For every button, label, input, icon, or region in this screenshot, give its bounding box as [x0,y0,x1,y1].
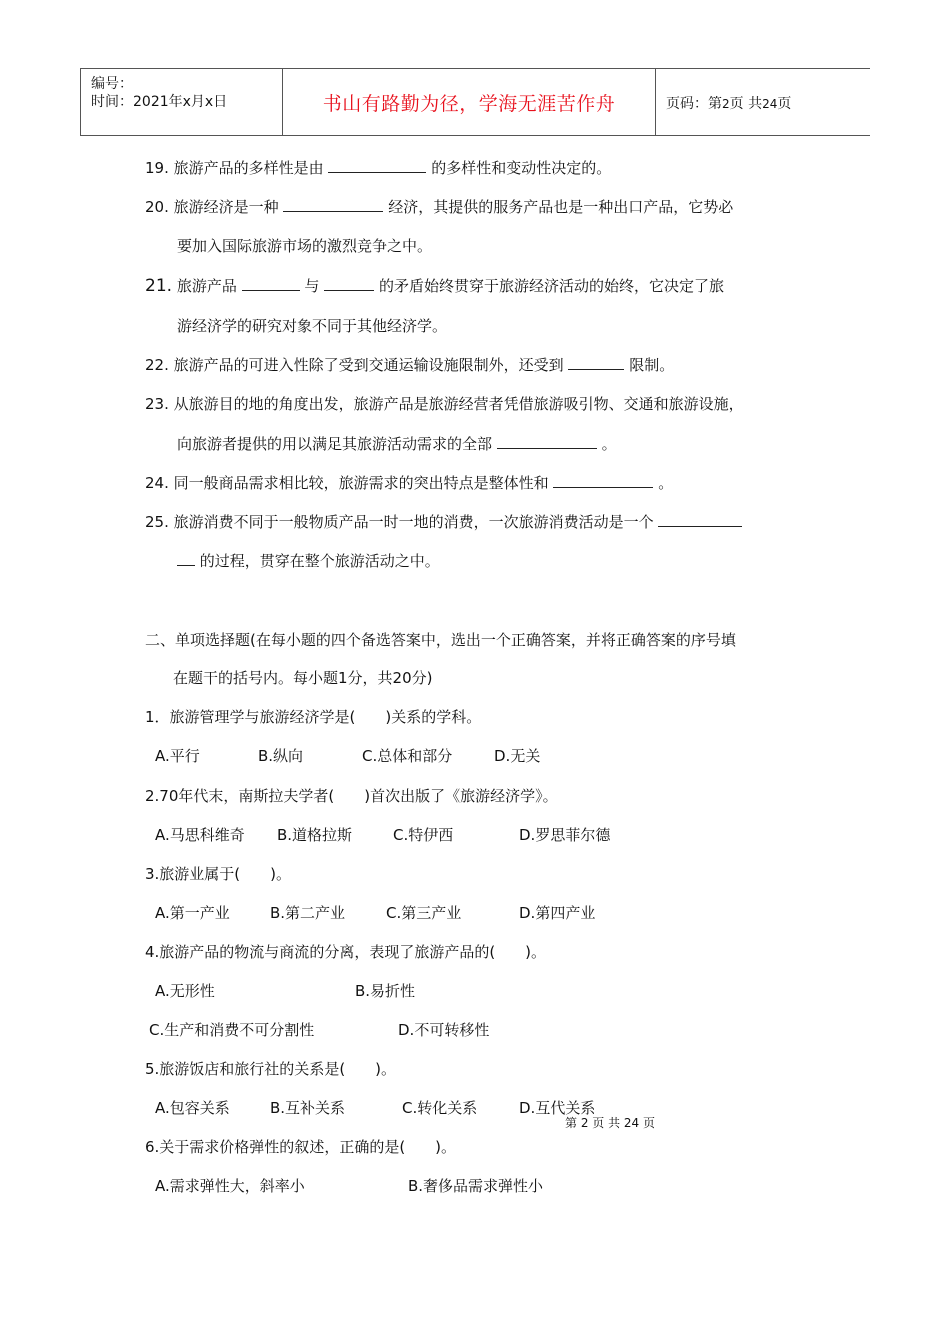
choice-question-4: 4.旅游产品的物流与商流的分离，表现了旅游产品的( )。 [145,943,547,961]
page-mid: 页 共 [729,96,763,112]
choice-option: D.无关 [494,747,541,765]
answer-blank [177,551,195,566]
fill-question-19: 19. 旅游产品的多样性是由 的多样性和变动性决定的。 [145,159,612,177]
fill-question-22: 22. 旅游产品的可进入性除了受到交通运输设施限制外，还受到 限制。 [145,356,675,374]
fill-question-23-cont: 向旅游者提供的用以满足其旅游活动需求的全部 。 [177,435,617,453]
choice-question-1: 1．旅游管理学与旅游经济学是( )关系的学科。 [145,708,482,726]
choice-option: D.不可转移性 [398,1021,490,1039]
choice-option: C.生产和消费不可分割性 [149,1021,315,1039]
time-label: 时间：2021年x月x日 [91,94,228,110]
choice-option: B.纵向 [258,747,304,765]
fill-question-21-cont: 游经济学的研究对象不同于其他经济学。 [177,317,448,335]
header-motto-cell [283,69,656,135]
choice-option: D.第四产业 [519,904,596,922]
choice-option: C.总体和部分 [362,747,453,765]
choice-question-6: 6.关于需求价格弹性的叙述，正确的是( )。 [145,1138,457,1156]
choice-option: B.道格拉斯 [277,826,353,844]
choice-option: A.需求弹性大，斜率小 [155,1177,305,1195]
choice-option: D.罗思菲尔德 [519,826,611,844]
fill-question-25: 25. 旅游消费不同于一般物质产品一时一地的消费，一次旅游消费活动是一个 [145,512,742,532]
choice-option: C.第三产业 [386,904,462,922]
fill-question-21: 21. 旅游产品 与 的矛盾始终贯穿于旅游经济活动的始终，它决定了旅 [145,276,724,296]
choice-option: C.转化关系 [402,1099,478,1117]
answer-blank [568,355,624,370]
fill-question-25-cont: 的过程，贯穿在整个旅游活动之中。 [177,551,440,571]
answer-blank [658,512,742,527]
answer-blank [283,197,383,212]
choice-option: A.无形性 [155,982,215,1000]
answer-blank [328,158,426,173]
serial-label: 编号： [91,76,133,92]
fill-question-20-cont: 要加入国际旅游市场的激烈竞争之中。 [177,237,433,255]
page-current: 2 [722,97,730,111]
page-total: 24 [762,97,778,111]
header-page-cell [656,69,869,135]
page-indicator [666,93,791,113]
fill-question-24: 24. 同一般商品需求相比较，旅游需求的突出特点是整体性和 。 [145,474,674,492]
choice-option: B.易折性 [355,982,416,1000]
page-suffix: 页 [777,96,792,112]
answer-blank [324,276,374,291]
header-meta-cell [81,69,283,135]
choice-option: A.第一产业 [155,904,230,922]
answer-blank [497,434,597,449]
section-2-title: 二、单项选择题(在每小题的四个备选答案中，选出一个正确答案，并将正确答案的序号填 [145,631,736,649]
section-2-title-cont: 在题干的括号内。每小题1分，共20分) [173,669,433,687]
footer-page-label: 第 2 页 共 24 页 [565,1116,655,1130]
choice-option: A.马思科维奇 [155,826,245,844]
choice-option: D.互代关系 [519,1099,596,1117]
motto: 书山有路勤为径，学海无涯苦作舟 [322,93,616,115]
choice-option: A.包容关系 [155,1099,230,1117]
choice-option: B.奢侈品需求弹性小 [408,1177,544,1195]
choice-option: C.特伊西 [393,826,454,844]
choice-question-3: 3.旅游业属于( )。 [145,865,292,883]
page-prefix: 页码：第 [666,96,722,112]
choice-option: B.互补关系 [270,1099,346,1117]
header-table [80,68,870,136]
choice-question-2: 2.70年代末，南斯拉夫学者( )首次出版了《旅游经济学》。 [145,787,558,805]
choice-option: A.平行 [155,747,200,765]
answer-blank [553,473,653,488]
fill-question-23: 23. 从旅游目的地的角度出发，旅游产品是旅游经营者凭借旅游吸引物、交通和旅游设施， [145,395,744,413]
fill-question-20: 20. 旅游经济是一种 经济，其提供的服务产品也是一种出口产品，它势必 [145,198,734,216]
choice-question-5: 5.旅游饭店和旅行社的关系是( )。 [145,1060,397,1078]
choice-option: B.第二产业 [270,904,346,922]
answer-blank [242,276,300,291]
